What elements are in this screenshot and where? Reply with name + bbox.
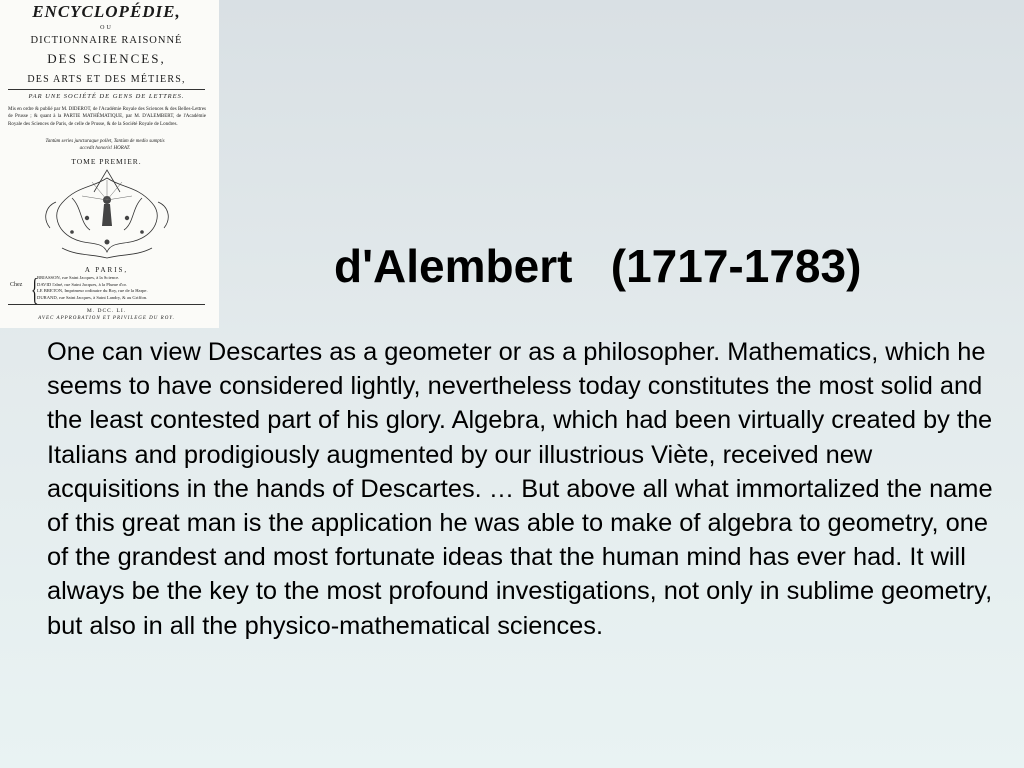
title-page-tome: TOME PREMIER. [71,157,142,166]
encyclopedie-title-page-image [0,0,219,328]
printer-line: LE BRETON, Imprimeur ordinaire du Roy, rue de la Harpe. [37,288,148,294]
title-page-date: M. DCC. LI. [86,308,127,314]
brace-icon: { [30,271,39,307]
frontispiece-vignette-icon [32,168,182,260]
title-page-chez: Chez [10,282,23,288]
title-page-ou: OU [100,25,113,31]
printer-line: BRIASSON, rue Saint Jacques, à la Science. [37,275,120,280]
title-page-arts: DES ARTS ET DES MÉTIERS, [27,74,186,85]
title-page-societe: PAR UNE SOCIÉTÉ DE GENS DE LETTRES. [28,93,185,100]
printer-line: DURAND, rue Saint Jacques, à Saint Landry, & au Griffon. [37,294,148,300]
title-page-printers [37,275,212,301]
title-page-rule [8,89,205,90]
title-page-city: A PARIS, [84,266,129,274]
title-page-motto: Tantùm series juncturaque pollet, Tantùm de medio sumptis accedit honoris! HORAT. [45,139,165,151]
printer-line: DAVID l'aîné, rue Saint Jacques, à la Plume d'or. [37,281,127,287]
title-page-privilege: AVEC APPROBATION ET PRIVILEGE DU ROY. [38,316,175,321]
title-page-rule-bottom [8,304,205,305]
title-page-sciences: DES SCIENCES, [47,51,166,66]
slide-title: d'Alembert (1717-1783) [334,240,862,292]
slide-body-text: One can view Descartes as a geometer or as a philosopher. Mathematics, which he seems to have considered lightly, nevertheless today constitutes the most solid and the least contested part of his glory. Algebra, which had been virtually created by the Italians and prodigiously augmented by our illustrious Viète, received new acquisitions in the hands of Descartes. … But above all what immortalized the name of this great man is the application he was able to make of algebra to geometry, one of the grandest and most fortunate ideas that the human mind has ever had. It will always be the key to the most profound investigations, not only in sublime geometry, but also in all the physico-mathematical sciences. [47,338,993,640]
title-page-heading: ENCYCLOPÉDIE, [32,2,181,21]
title-page-dictionnaire: DICTIONNAIRE RAISONNÉ [30,35,183,46]
title-page-editors: Mis en ordre & publié par M. DIDEROT, de l'Académie Royale des Sciences & des Belles-Lettres de Prusse ; & quant à la PARTIE MATHÉMATIQUE, par M. D'ALEMBERT, de l'Académie Royale des Sciences de Paris, de celle de Prusse, & de la Société Royale de Londres. [8,107,206,127]
